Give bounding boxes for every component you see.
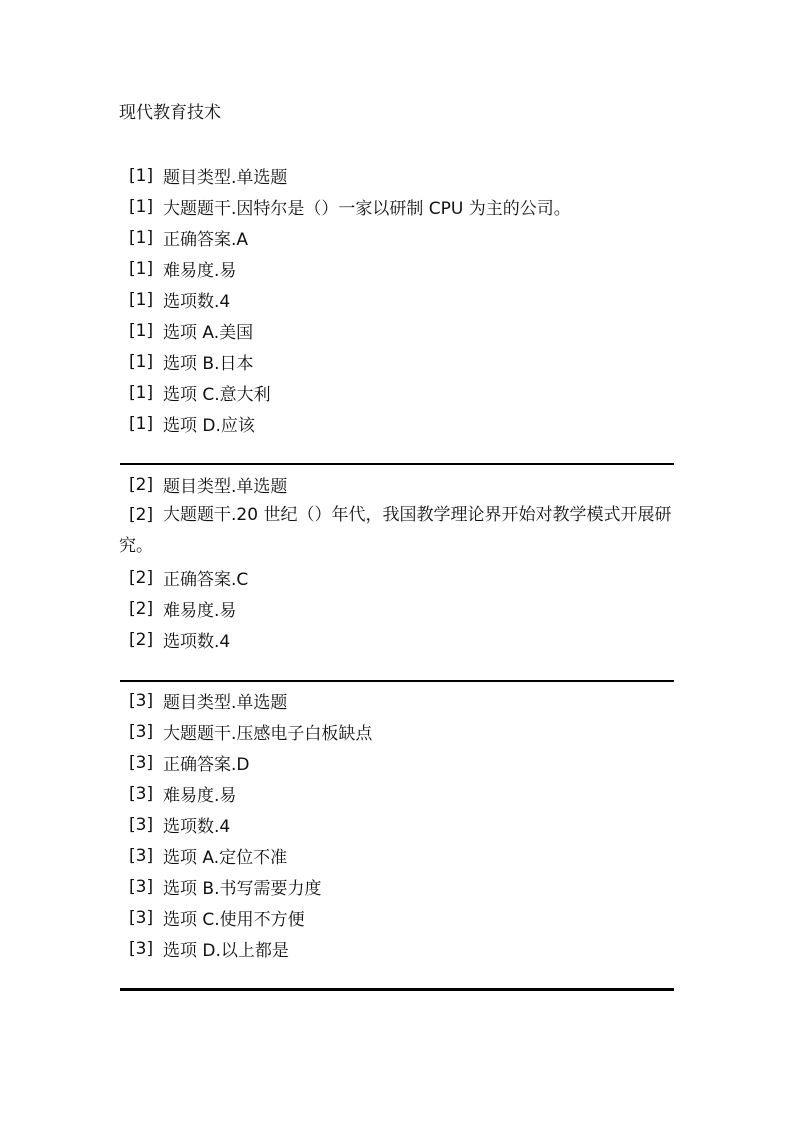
question-answer: 正确答案.A: [163, 230, 249, 250]
question-number: [3]: [129, 876, 154, 897]
question-type-line: [119, 160, 675, 191]
question-answer-line: [119, 747, 675, 778]
question-option-line: [119, 408, 675, 439]
question-stem: 大题题干.因特尔是（）一家以研制 CPU 为主的公司。: [163, 199, 571, 219]
section-divider: [120, 680, 674, 682]
question-option-b: 选项 B.日本: [163, 354, 254, 374]
question-answer: 正确答案.D: [163, 755, 250, 775]
question-option-line: [119, 315, 675, 346]
question-type-line: [119, 685, 675, 716]
question-option-count-line: [119, 809, 675, 840]
question-option-d: 选项 D.以上都是: [163, 941, 289, 961]
question-number: [3]: [129, 938, 154, 959]
question-option-a: 选项 A.定位不准: [163, 848, 288, 868]
question-number: [2]: [129, 598, 154, 619]
question-stem-line: [119, 191, 675, 222]
question-option-count: 选项数.4: [163, 632, 231, 652]
question-1: [119, 160, 675, 439]
question-type: 题目类型.单选题: [163, 168, 288, 188]
question-number: [1]: [129, 351, 154, 372]
question-difficulty-line: [119, 253, 675, 284]
question-stem-line: [119, 500, 675, 562]
question-difficulty: 难易度.易: [163, 601, 237, 621]
question-number: [2]: [129, 505, 154, 525]
question-number: [2]: [129, 567, 154, 588]
section-divider: [120, 463, 674, 465]
question-number: [1]: [129, 382, 154, 403]
question-difficulty: 难易度.易: [163, 786, 237, 806]
question-option-count: 选项数.4: [163, 292, 231, 312]
question-number: [2]: [129, 629, 154, 650]
section-divider: [120, 988, 674, 991]
question-number: [3]: [129, 814, 154, 835]
question-number: [3]: [129, 783, 154, 804]
document-title: 现代教育技术: [119, 103, 221, 123]
question-number: [1]: [129, 413, 154, 434]
question-option-count: 选项数.4: [163, 817, 231, 837]
question-option-line: [119, 933, 675, 964]
question-answer-line: [119, 222, 675, 253]
question-number: [1]: [129, 320, 154, 341]
question-number: [2]: [129, 474, 154, 495]
question-type: 题目类型.单选题: [163, 477, 288, 497]
question-option-d: 选项 D.应该: [163, 416, 255, 436]
question-option-a: 选项 A.美国: [163, 323, 254, 343]
question-2: [119, 469, 675, 655]
question-number: [3]: [129, 907, 154, 928]
question-option-line: [119, 377, 675, 408]
question-number: [3]: [129, 845, 154, 866]
question-stem: 大题题干.压感电子白板缺点: [163, 724, 373, 744]
question-answer-line: [119, 562, 675, 593]
question-option-line: [119, 840, 675, 871]
question-number: [1]: [129, 258, 154, 279]
question-option-c: 选项 C.意大利: [163, 385, 271, 405]
question-option-count-line: [119, 624, 675, 655]
question-option-c: 选项 C.使用不方便: [163, 910, 305, 930]
question-difficulty-line: [119, 593, 675, 624]
question-option-line: [119, 871, 675, 902]
question-type: 题目类型.单选题: [163, 693, 288, 713]
question-stem: 大题题干.20 世纪（）年代，我国教学理论界开始对教学模式开展研究。: [119, 505, 672, 556]
question-number: [3]: [129, 752, 154, 773]
question-number: [3]: [129, 721, 154, 742]
question-number: [3]: [129, 690, 154, 711]
question-option-count-line: [119, 284, 675, 315]
question-answer: 正确答案.C: [163, 570, 249, 590]
question-stem-line: [119, 716, 675, 747]
question-number: [1]: [129, 165, 154, 186]
question-number: [1]: [129, 289, 154, 310]
question-number: [1]: [129, 196, 154, 217]
question-difficulty-line: [119, 778, 675, 809]
question-option-line: [119, 346, 675, 377]
question-number: [1]: [129, 227, 154, 248]
question-option-b: 选项 B.书写需要力度: [163, 879, 322, 899]
question-type-line: [119, 469, 675, 500]
question-option-line: [119, 902, 675, 933]
question-difficulty: 难易度.易: [163, 261, 237, 281]
question-3: [119, 685, 675, 964]
